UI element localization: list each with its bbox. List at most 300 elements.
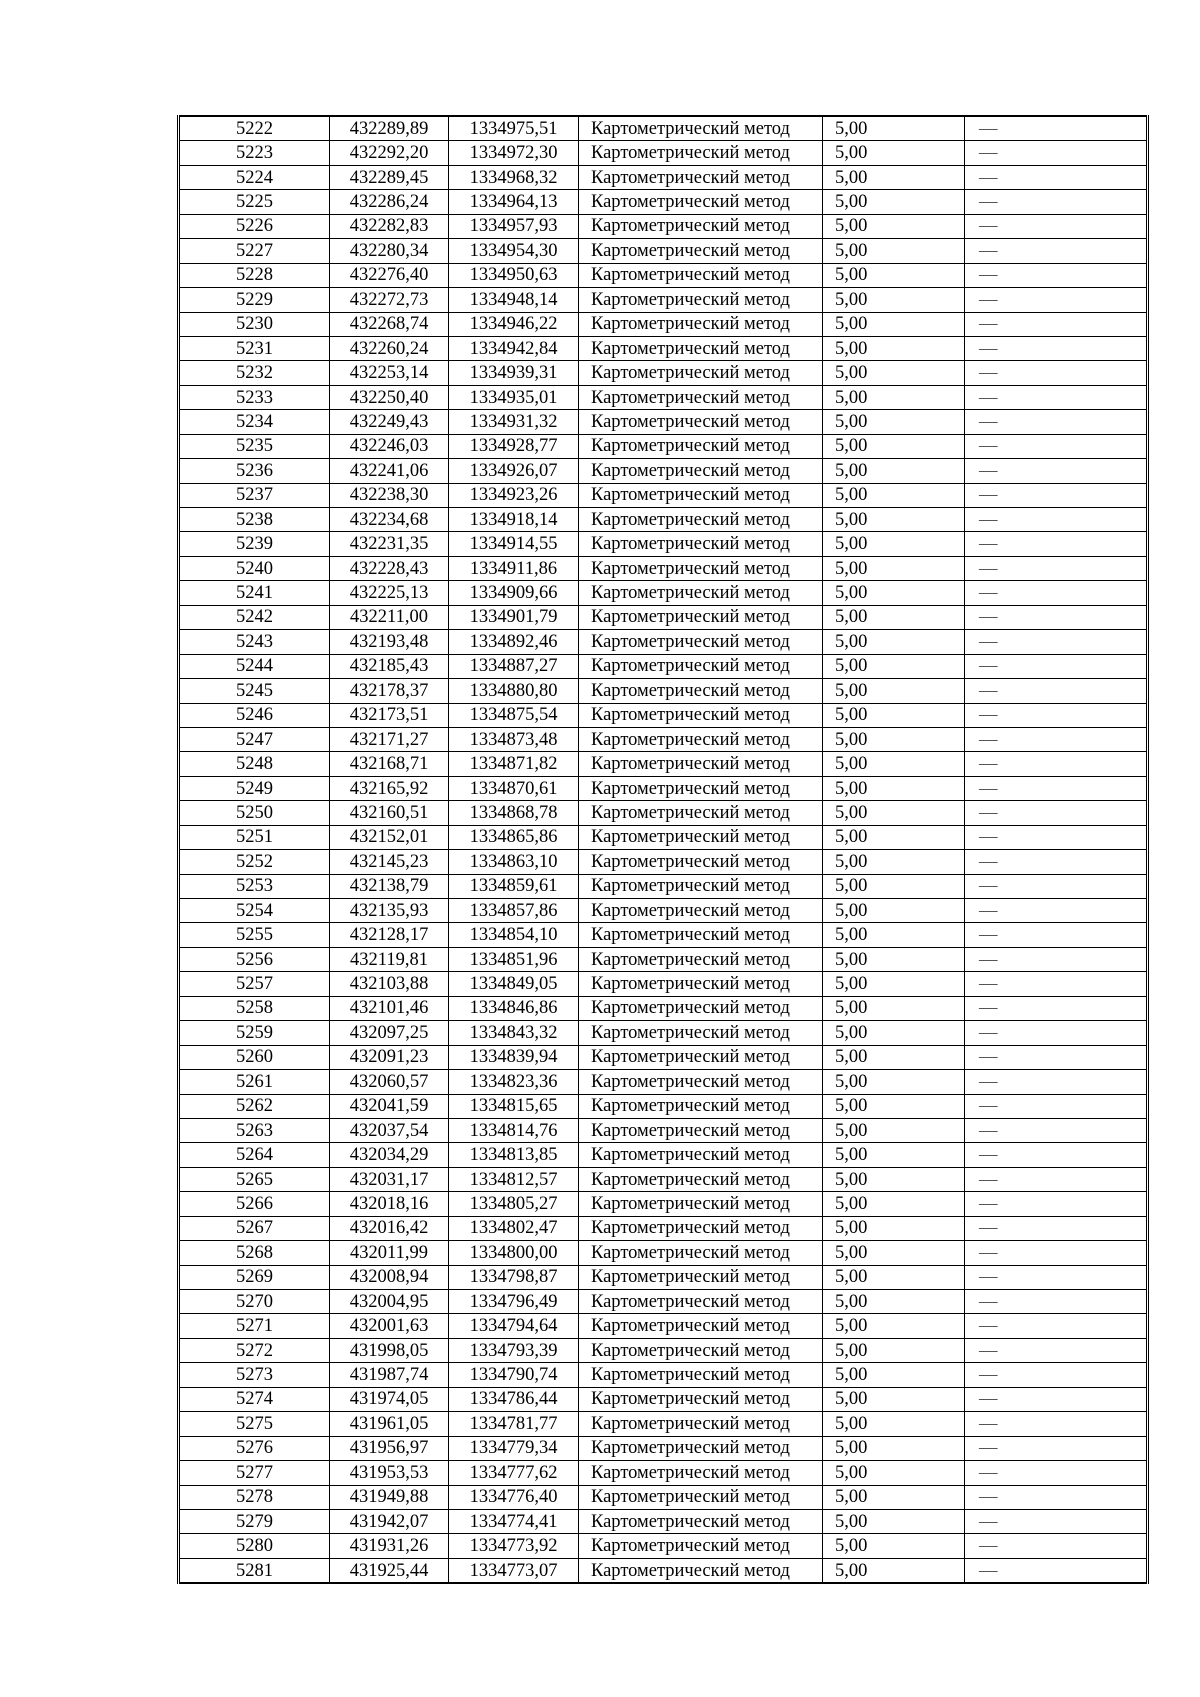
y-coordinate-cell: 1334911,86 <box>449 556 579 580</box>
point-number-cell: 5239 <box>179 532 330 556</box>
description-cell: — <box>965 190 1148 214</box>
description-cell: — <box>965 434 1148 458</box>
table-row <box>179 434 1148 458</box>
y-coordinate-cell: 1334814,76 <box>449 1118 579 1142</box>
point-number-cell: 5263 <box>179 1118 330 1142</box>
accuracy-cell: 5,00 <box>823 1070 965 1094</box>
table-row <box>179 1314 1148 1338</box>
method-cell: Картометрический метод <box>579 947 823 971</box>
table-row <box>179 1070 1148 1094</box>
accuracy-cell: 5,00 <box>823 508 965 532</box>
x-coordinate-cell: 432091,23 <box>330 1045 449 1069</box>
description-cell: — <box>965 1387 1148 1411</box>
table-row <box>179 1509 1148 1533</box>
method-cell: Картометрический метод <box>579 165 823 189</box>
point-number-cell: 5241 <box>179 581 330 605</box>
x-coordinate-cell: 432228,43 <box>330 556 449 580</box>
point-number-cell: 5244 <box>179 654 330 678</box>
accuracy-cell: 5,00 <box>823 1558 965 1583</box>
y-coordinate-cell: 1334968,32 <box>449 165 579 189</box>
accuracy-cell: 5,00 <box>823 1534 965 1558</box>
point-number-cell: 5223 <box>179 141 330 165</box>
point-number-cell: 5248 <box>179 752 330 776</box>
y-coordinate-cell: 1334857,86 <box>449 899 579 923</box>
description-cell: — <box>965 1338 1148 1362</box>
point-number-cell: 5243 <box>179 630 330 654</box>
table-row <box>179 1436 1148 1460</box>
description-cell: — <box>965 825 1148 849</box>
point-number-cell: 5262 <box>179 1094 330 1118</box>
method-cell: Картометрический метод <box>579 581 823 605</box>
point-number-cell: 5281 <box>179 1558 330 1583</box>
table-row <box>179 630 1148 654</box>
x-coordinate-cell: 432008,94 <box>330 1265 449 1289</box>
method-cell: Картометрический метод <box>579 214 823 238</box>
description-cell: — <box>965 508 1148 532</box>
description-cell: — <box>965 1021 1148 1045</box>
x-coordinate-cell: 432238,30 <box>330 483 449 507</box>
accuracy-cell: 5,00 <box>823 996 965 1020</box>
description-cell: — <box>965 654 1148 678</box>
method-cell: Картометрический метод <box>579 703 823 727</box>
accuracy-cell: 5,00 <box>823 288 965 312</box>
table-row <box>179 410 1148 434</box>
table-row <box>179 288 1148 312</box>
method-cell: Картометрический метод <box>579 1412 823 1436</box>
x-coordinate-cell: 432289,89 <box>330 116 449 141</box>
y-coordinate-cell: 1334823,36 <box>449 1070 579 1094</box>
point-number-cell: 5265 <box>179 1167 330 1191</box>
y-coordinate-cell: 1334975,51 <box>449 116 579 141</box>
table-row <box>179 972 1148 996</box>
accuracy-cell: 5,00 <box>823 703 965 727</box>
y-coordinate-cell: 1334926,07 <box>449 459 579 483</box>
x-coordinate-cell: 431961,05 <box>330 1412 449 1436</box>
y-coordinate-cell: 1334918,14 <box>449 508 579 532</box>
y-coordinate-cell: 1334776,40 <box>449 1485 579 1509</box>
accuracy-cell: 5,00 <box>823 1387 965 1411</box>
method-cell: Картометрический метод <box>579 605 823 629</box>
point-number-cell: 5253 <box>179 874 330 898</box>
x-coordinate-cell: 432292,20 <box>330 141 449 165</box>
description-cell: — <box>965 1412 1148 1436</box>
y-coordinate-cell: 1334868,78 <box>449 801 579 825</box>
accuracy-cell: 5,00 <box>823 361 965 385</box>
description-cell: — <box>965 1436 1148 1460</box>
x-coordinate-cell: 432135,93 <box>330 899 449 923</box>
method-cell: Картометрический метод <box>579 1436 823 1460</box>
accuracy-cell: 5,00 <box>823 556 965 580</box>
accuracy-cell: 5,00 <box>823 1314 965 1338</box>
y-coordinate-cell: 1334901,79 <box>449 605 579 629</box>
accuracy-cell: 5,00 <box>823 1094 965 1118</box>
table-row <box>179 850 1148 874</box>
table-row <box>179 581 1148 605</box>
y-coordinate-cell: 1334935,01 <box>449 385 579 409</box>
y-coordinate-cell: 1334773,92 <box>449 1534 579 1558</box>
y-coordinate-cell: 1334779,34 <box>449 1436 579 1460</box>
description-cell: — <box>965 1241 1148 1265</box>
table-row <box>179 1021 1148 1045</box>
coordinates-table-body <box>179 116 1148 1583</box>
accuracy-cell: 5,00 <box>823 141 965 165</box>
description-cell: — <box>965 1534 1148 1558</box>
point-number-cell: 5233 <box>179 385 330 409</box>
x-coordinate-cell: 432171,27 <box>330 727 449 751</box>
method-cell: Картометрический метод <box>579 1192 823 1216</box>
x-coordinate-cell: 431998,05 <box>330 1338 449 1362</box>
description-cell: — <box>965 776 1148 800</box>
table-row <box>179 1387 1148 1411</box>
description-cell: — <box>965 1045 1148 1069</box>
description-cell: — <box>965 630 1148 654</box>
table-row <box>179 1461 1148 1485</box>
point-number-cell: 5236 <box>179 459 330 483</box>
accuracy-cell: 5,00 <box>823 923 965 947</box>
method-cell: Картометрический метод <box>579 654 823 678</box>
table-row <box>179 996 1148 1020</box>
x-coordinate-cell: 431974,05 <box>330 1387 449 1411</box>
point-number-cell: 5272 <box>179 1338 330 1362</box>
point-number-cell: 5258 <box>179 996 330 1020</box>
y-coordinate-cell: 1334870,61 <box>449 776 579 800</box>
accuracy-cell: 5,00 <box>823 1192 965 1216</box>
y-coordinate-cell: 1334813,85 <box>449 1143 579 1167</box>
method-cell: Картометрический метод <box>579 776 823 800</box>
method-cell: Картометрический метод <box>579 508 823 532</box>
description-cell: — <box>965 703 1148 727</box>
y-coordinate-cell: 1334854,10 <box>449 923 579 947</box>
description-cell: — <box>965 1192 1148 1216</box>
method-cell: Картометрический метод <box>579 679 823 703</box>
x-coordinate-cell: 431953,53 <box>330 1461 449 1485</box>
accuracy-cell: 5,00 <box>823 214 965 238</box>
accuracy-cell: 5,00 <box>823 1461 965 1485</box>
method-cell: Картометрический метод <box>579 239 823 263</box>
description-cell: — <box>965 679 1148 703</box>
x-coordinate-cell: 432289,45 <box>330 165 449 189</box>
accuracy-cell: 5,00 <box>823 263 965 287</box>
x-coordinate-cell: 432234,68 <box>330 508 449 532</box>
table-row <box>179 1045 1148 1069</box>
table-row <box>179 1558 1148 1583</box>
point-number-cell: 5227 <box>179 239 330 263</box>
table-row <box>179 116 1148 141</box>
table-row <box>179 801 1148 825</box>
x-coordinate-cell: 432231,35 <box>330 532 449 556</box>
table-row <box>179 361 1148 385</box>
y-coordinate-cell: 1334923,26 <box>449 483 579 507</box>
y-coordinate-cell: 1334786,44 <box>449 1387 579 1411</box>
method-cell: Картометрический метод <box>579 1485 823 1509</box>
x-coordinate-cell: 432280,34 <box>330 239 449 263</box>
method-cell: Картометрический метод <box>579 459 823 483</box>
x-coordinate-cell: 432225,13 <box>330 581 449 605</box>
point-number-cell: 5278 <box>179 1485 330 1509</box>
x-coordinate-cell: 432272,73 <box>330 288 449 312</box>
accuracy-cell: 5,00 <box>823 1436 965 1460</box>
table-row <box>179 1167 1148 1191</box>
y-coordinate-cell: 1334796,49 <box>449 1290 579 1314</box>
table-row <box>179 1534 1148 1558</box>
accuracy-cell: 5,00 <box>823 410 965 434</box>
x-coordinate-cell: 432168,71 <box>330 752 449 776</box>
x-coordinate-cell: 431949,88 <box>330 1485 449 1509</box>
accuracy-cell: 5,00 <box>823 1143 965 1167</box>
description-cell: — <box>965 336 1148 360</box>
point-number-cell: 5230 <box>179 312 330 336</box>
x-coordinate-cell: 432193,48 <box>330 630 449 654</box>
accuracy-cell: 5,00 <box>823 1265 965 1289</box>
y-coordinate-cell: 1334948,14 <box>449 288 579 312</box>
method-cell: Картометрический метод <box>579 1143 823 1167</box>
y-coordinate-cell: 1334875,54 <box>449 703 579 727</box>
description-cell: — <box>965 581 1148 605</box>
point-number-cell: 5231 <box>179 336 330 360</box>
x-coordinate-cell: 432031,17 <box>330 1167 449 1191</box>
table-row <box>179 141 1148 165</box>
y-coordinate-cell: 1334839,94 <box>449 1045 579 1069</box>
method-cell: Картометрический метод <box>579 1241 823 1265</box>
accuracy-cell: 5,00 <box>823 116 965 141</box>
y-coordinate-cell: 1334931,32 <box>449 410 579 434</box>
method-cell: Картометрический метод <box>579 752 823 776</box>
point-number-cell: 5225 <box>179 190 330 214</box>
point-number-cell: 5224 <box>179 165 330 189</box>
accuracy-cell: 5,00 <box>823 1338 965 1362</box>
table-row <box>179 679 1148 703</box>
y-coordinate-cell: 1334793,39 <box>449 1338 579 1362</box>
table-row <box>179 1094 1148 1118</box>
x-coordinate-cell: 432211,00 <box>330 605 449 629</box>
x-coordinate-cell: 432128,17 <box>330 923 449 947</box>
description-cell: — <box>965 1314 1148 1338</box>
point-number-cell: 5270 <box>179 1290 330 1314</box>
description-cell: — <box>965 483 1148 507</box>
method-cell: Картометрический метод <box>579 1363 823 1387</box>
method-cell: Картометрический метод <box>579 874 823 898</box>
x-coordinate-cell: 432165,92 <box>330 776 449 800</box>
point-number-cell: 5252 <box>179 850 330 874</box>
x-coordinate-cell: 432011,99 <box>330 1241 449 1265</box>
x-coordinate-cell: 432241,06 <box>330 459 449 483</box>
description-cell: — <box>965 605 1148 629</box>
table-row <box>179 556 1148 580</box>
point-number-cell: 5237 <box>179 483 330 507</box>
method-cell: Картометрический метод <box>579 336 823 360</box>
y-coordinate-cell: 1334942,84 <box>449 336 579 360</box>
accuracy-cell: 5,00 <box>823 1216 965 1240</box>
description-cell: — <box>965 361 1148 385</box>
method-cell: Картометрический метод <box>579 483 823 507</box>
point-number-cell: 5238 <box>179 508 330 532</box>
point-number-cell: 5228 <box>179 263 330 287</box>
method-cell: Картометрический метод <box>579 923 823 947</box>
accuracy-cell: 5,00 <box>823 165 965 189</box>
table-row <box>179 874 1148 898</box>
method-cell: Картометрический метод <box>579 288 823 312</box>
x-coordinate-cell: 432119,81 <box>330 947 449 971</box>
accuracy-cell: 5,00 <box>823 850 965 874</box>
table-row <box>179 1192 1148 1216</box>
accuracy-cell: 5,00 <box>823 776 965 800</box>
method-cell: Картометрический метод <box>579 727 823 751</box>
x-coordinate-cell: 431987,74 <box>330 1363 449 1387</box>
accuracy-cell: 5,00 <box>823 679 965 703</box>
point-number-cell: 5255 <box>179 923 330 947</box>
description-cell: — <box>965 288 1148 312</box>
y-coordinate-cell: 1334873,48 <box>449 727 579 751</box>
method-cell: Картометрический метод <box>579 1290 823 1314</box>
table-row <box>179 385 1148 409</box>
accuracy-cell: 5,00 <box>823 874 965 898</box>
table-row <box>179 1265 1148 1289</box>
y-coordinate-cell: 1334871,82 <box>449 752 579 776</box>
table-row <box>179 312 1148 336</box>
description-cell: — <box>965 385 1148 409</box>
description-cell: — <box>965 850 1148 874</box>
point-number-cell: 5268 <box>179 1241 330 1265</box>
point-number-cell: 5269 <box>179 1265 330 1289</box>
point-number-cell: 5260 <box>179 1045 330 1069</box>
method-cell: Картометрический метод <box>579 1387 823 1411</box>
x-coordinate-cell: 432185,43 <box>330 654 449 678</box>
description-cell: — <box>965 727 1148 751</box>
description-cell: — <box>965 801 1148 825</box>
y-coordinate-cell: 1334790,74 <box>449 1363 579 1387</box>
table-row <box>179 1241 1148 1265</box>
x-coordinate-cell: 432060,57 <box>330 1070 449 1094</box>
accuracy-cell: 5,00 <box>823 1363 965 1387</box>
table-row <box>179 1412 1148 1436</box>
y-coordinate-cell: 1334846,86 <box>449 996 579 1020</box>
point-number-cell: 5267 <box>179 1216 330 1240</box>
accuracy-cell: 5,00 <box>823 483 965 507</box>
description-cell: — <box>965 1216 1148 1240</box>
y-coordinate-cell: 1334859,61 <box>449 874 579 898</box>
description-cell: — <box>965 1265 1148 1289</box>
y-coordinate-cell: 1334914,55 <box>449 532 579 556</box>
y-coordinate-cell: 1334928,77 <box>449 434 579 458</box>
table-row <box>179 214 1148 238</box>
y-coordinate-cell: 1334957,93 <box>449 214 579 238</box>
table-row <box>179 532 1148 556</box>
point-number-cell: 5271 <box>179 1314 330 1338</box>
point-number-cell: 5254 <box>179 899 330 923</box>
x-coordinate-cell: 432103,88 <box>330 972 449 996</box>
accuracy-cell: 5,00 <box>823 312 965 336</box>
y-coordinate-cell: 1334892,46 <box>449 630 579 654</box>
method-cell: Картометрический метод <box>579 1021 823 1045</box>
description-cell: — <box>965 312 1148 336</box>
x-coordinate-cell: 432268,74 <box>330 312 449 336</box>
y-coordinate-cell: 1334815,65 <box>449 1094 579 1118</box>
description-cell: — <box>965 947 1148 971</box>
table-row <box>179 483 1148 507</box>
table-row <box>179 654 1148 678</box>
point-number-cell: 5240 <box>179 556 330 580</box>
x-coordinate-cell: 432018,16 <box>330 1192 449 1216</box>
y-coordinate-cell: 1334794,64 <box>449 1314 579 1338</box>
x-coordinate-cell: 432145,23 <box>330 850 449 874</box>
description-cell: — <box>965 263 1148 287</box>
x-coordinate-cell: 432250,40 <box>330 385 449 409</box>
y-coordinate-cell: 1334849,05 <box>449 972 579 996</box>
x-coordinate-cell: 432276,40 <box>330 263 449 287</box>
accuracy-cell: 5,00 <box>823 752 965 776</box>
x-coordinate-cell: 431942,07 <box>330 1509 449 1533</box>
x-coordinate-cell: 431925,44 <box>330 1558 449 1583</box>
table-row <box>179 239 1148 263</box>
method-cell: Картометрический метод <box>579 1167 823 1191</box>
table-row <box>179 165 1148 189</box>
method-cell: Картометрический метод <box>579 850 823 874</box>
accuracy-cell: 5,00 <box>823 630 965 654</box>
y-coordinate-cell: 1334800,00 <box>449 1241 579 1265</box>
description-cell: — <box>965 1167 1148 1191</box>
coordinates-table <box>177 115 1149 1584</box>
description-cell: — <box>965 1558 1148 1583</box>
method-cell: Картометрический метод <box>579 532 823 556</box>
accuracy-cell: 5,00 <box>823 459 965 483</box>
table-row <box>179 1143 1148 1167</box>
y-coordinate-cell: 1334863,10 <box>449 850 579 874</box>
description-cell: — <box>965 752 1148 776</box>
y-coordinate-cell: 1334954,30 <box>449 239 579 263</box>
accuracy-cell: 5,00 <box>823 336 965 360</box>
y-coordinate-cell: 1334805,27 <box>449 1192 579 1216</box>
accuracy-cell: 5,00 <box>823 1118 965 1142</box>
method-cell: Картометрический метод <box>579 1118 823 1142</box>
description-cell: — <box>965 165 1148 189</box>
point-number-cell: 5242 <box>179 605 330 629</box>
point-number-cell: 5275 <box>179 1412 330 1436</box>
point-number-cell: 5235 <box>179 434 330 458</box>
y-coordinate-cell: 1334946,22 <box>449 312 579 336</box>
table-row <box>179 1338 1148 1362</box>
method-cell: Картометрический метод <box>579 630 823 654</box>
description-cell: — <box>965 1461 1148 1485</box>
accuracy-cell: 5,00 <box>823 801 965 825</box>
accuracy-cell: 5,00 <box>823 1241 965 1265</box>
accuracy-cell: 5,00 <box>823 899 965 923</box>
point-number-cell: 5279 <box>179 1509 330 1533</box>
point-number-cell: 5249 <box>179 776 330 800</box>
x-coordinate-cell: 432178,37 <box>330 679 449 703</box>
description-cell: — <box>965 923 1148 947</box>
description-cell: — <box>965 532 1148 556</box>
x-coordinate-cell: 432101,46 <box>330 996 449 1020</box>
x-coordinate-cell: 431931,26 <box>330 1534 449 1558</box>
y-coordinate-cell: 1334939,31 <box>449 361 579 385</box>
accuracy-cell: 5,00 <box>823 605 965 629</box>
x-coordinate-cell: 432001,63 <box>330 1314 449 1338</box>
method-cell: Картометрический метод <box>579 116 823 141</box>
method-cell: Картометрический метод <box>579 1045 823 1069</box>
method-cell: Картометрический метод <box>579 972 823 996</box>
y-coordinate-cell: 1334964,13 <box>449 190 579 214</box>
x-coordinate-cell: 432160,51 <box>330 801 449 825</box>
table-row <box>179 752 1148 776</box>
method-cell: Картометрический метод <box>579 899 823 923</box>
y-coordinate-cell: 1334950,63 <box>449 263 579 287</box>
table-row <box>179 1485 1148 1509</box>
method-cell: Картометрический метод <box>579 141 823 165</box>
y-coordinate-cell: 1334865,86 <box>449 825 579 849</box>
y-coordinate-cell: 1334887,27 <box>449 654 579 678</box>
method-cell: Картометрический метод <box>579 312 823 336</box>
method-cell: Картометрический метод <box>579 1509 823 1533</box>
